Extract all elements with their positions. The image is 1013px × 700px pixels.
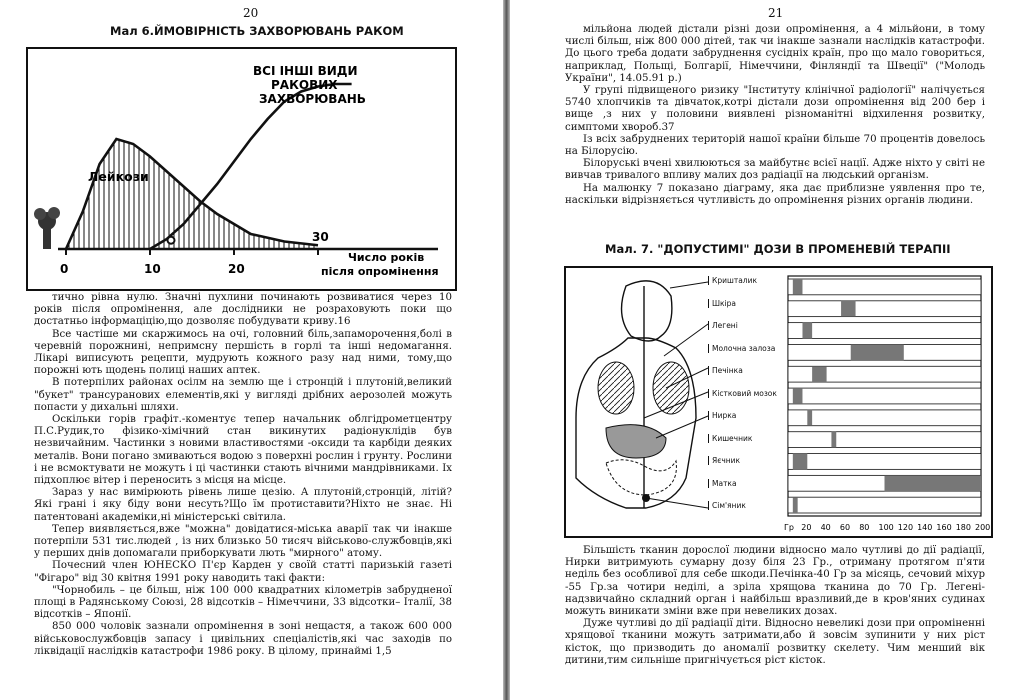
dose-range-bar bbox=[831, 432, 836, 448]
organ-label: Кістковий мозок bbox=[708, 389, 777, 398]
dose-range-bar bbox=[793, 497, 798, 513]
explosion-icon bbox=[34, 207, 60, 249]
paragraph: Більшість тканин дорослої людини відносно мало чутливі до дії радіації, Нирки витримують сумарну дозу біля 23 Гр., отриману протягом п'яти неділь без особливої для себе шкоди.Печінка-40 Гр за місяць, сечовий міхур -55 Гр.за чотири неділі, а зріла хрящова тканина до 70 Гр. Легені-надзвичайно складний орган і найбільш вразливий,де в кров'яних судинах можуть виникати зміни вже при невеликих дозах. bbox=[565, 545, 985, 618]
crossing-marker bbox=[168, 237, 175, 244]
figure-caption: Мал. 7. "ДОПУСТИМІ" ДОЗИ В ПРОМЕНЕВІЙ ТЕРАПІІ bbox=[605, 242, 951, 256]
bar-track bbox=[788, 432, 981, 448]
bar-track bbox=[788, 497, 981, 513]
x-axis-caption-1: Число років bbox=[348, 251, 425, 264]
right-body-text-bottom bbox=[565, 545, 985, 667]
x-tick-label: 180 bbox=[955, 523, 971, 532]
dose-range-bar bbox=[885, 475, 982, 491]
x-tick-label: 20 bbox=[801, 523, 812, 532]
dose-range-bar bbox=[851, 344, 904, 360]
organ-label: Кришталик bbox=[708, 276, 757, 285]
bar-track bbox=[788, 279, 981, 295]
dose-range-bar bbox=[812, 366, 826, 382]
x-tick-label: 0 bbox=[60, 262, 69, 276]
x-tick-label: 40 bbox=[820, 523, 831, 532]
paragraph: 850 000 чоловік зазнали опромінення в зоні нещастя, а також 600 000 військовослужбовців запасу і цивільних спеціалістів,які час заходів по ліквідації наслідків катастрофи 1986 року. В цілому, принаймі 1,5 bbox=[34, 621, 452, 657]
left-body-text bbox=[34, 292, 452, 658]
paragraph: Зараз у нас вимірюють рівень лише цезію. А плутоній,стронцій, літій? Які грані і яку біду вони несуть?Що їм протиставити?Ніхто не знає. Ні патентовані академіки,ні міністерські світила. bbox=[34, 487, 452, 523]
organ-label: Нирка bbox=[708, 411, 736, 420]
organ-label: Сім'яник bbox=[708, 501, 746, 510]
paragraph: "Чорнобиль – це більш, ніж 100 000 квадратних кілометрів забрудненої площі в Радянському Союзі, 28 відсотків – Німеччини, 33 відсотки– Італії, 38 відсотків – Японії. bbox=[34, 584, 452, 621]
paragraph: тично рівна нулю. Значні пухлини починають розвиватися через 10 років після опромінення, але дослідники не розраховують поки що достатньо інформаціцію,що дозволяє побудувати криву.16 bbox=[34, 292, 452, 328]
organ-label: Матка bbox=[708, 479, 737, 488]
x-tick-label: 20 bbox=[228, 262, 245, 276]
other-cancers-label-3: ЗАХВОРЮВАНЬ bbox=[259, 92, 366, 106]
other-cancers-label-1: ВСІ ІНШІ ВИДИ bbox=[253, 64, 358, 78]
paragraph: У групі підвищеного ризику "Інституту клінічної радіології" налічується 5740 хлопчиків та дівчаток,котрі дістали дози опромінення від 200 бер і вище ,з них у половини виявлені різноманітні відхилення розвитку, симптоми хвороб.37 bbox=[565, 85, 985, 133]
paragraph: Тепер виявляється,вже "можна" довідатися-міська аварії так чи інакше потерпіли 531 тис.людей , із них близько 50 тисяч військово-службовців,які у перших днів допомагали приборкувати лють "мирного" атому. bbox=[34, 523, 452, 560]
bar-track bbox=[788, 454, 981, 470]
organ-label: Легені bbox=[708, 321, 738, 330]
x-tick-label: 100 bbox=[878, 523, 894, 532]
right-page bbox=[510, 0, 1013, 700]
dose-range-bar bbox=[807, 410, 812, 426]
x-tick-label: 160 bbox=[936, 523, 952, 532]
paragraph: Все частіше ми скаржимось на очі, головний біль,запаморочення,болі в черевній порожнині, непримсну першість в горлі та інші недомагання. Лікарі виписують рецепти, мудрують кожного разу над ними, тому,що порожні ють щодень полиці наших аптек. bbox=[34, 328, 452, 377]
figure-caption: Мал 6.ЙМОВІРНІСТЬ ЗАХВОРЮВАНЬ РАКОМ bbox=[110, 24, 404, 38]
paragraph: мільйона людей дістали різні дози опромінення, а 4 мільйони, в тому числі більш, ніж 800 000 дітей, так чи інакше зазнали наслідків катастрофи. До цього треба додати забруднення сусідніх країн, про що мало говориться, наприклад, Польщі, Болгарії, Німеччини, Фінляндії та Швеції" ("Молодь України", 14.05.91 р.) bbox=[565, 24, 985, 84]
x-tick-label: 140 bbox=[917, 523, 933, 532]
x-tick-label: 30 bbox=[312, 230, 329, 244]
organ-label: Молочна залоза bbox=[708, 344, 775, 353]
bar-track bbox=[788, 301, 981, 317]
page-number: 21 bbox=[768, 6, 784, 20]
dose-range-bar bbox=[793, 388, 803, 404]
radiation-dose-chart bbox=[564, 266, 993, 538]
dose-range-bar bbox=[793, 279, 803, 295]
x-tick-label: Гр bbox=[784, 523, 794, 532]
organ-label: Кишечник bbox=[708, 434, 752, 443]
paragraph: Почесний член ЮНЕСКО П'єр Карден у своїй статті паризькій газеті "Фігаро" від 30 квітня 1991 року наводить такі факти: bbox=[34, 560, 452, 584]
cancer-probability-chart bbox=[26, 47, 457, 291]
page-number: 20 bbox=[243, 6, 259, 20]
organ-label: Печінка bbox=[708, 366, 743, 375]
x-tick-label: 200 bbox=[975, 523, 991, 532]
paragraph: Дуже чутливі до дії радіації діти. Відносно невеликі дози при опроміненні хрящової тканини можуть затримати,або й зовсім зупинити у них ріст кісток, що призводить до аномалії розвитку скелету. Чим менший вік дитини,тим сильніше пригнічується ріст кісток. bbox=[565, 618, 985, 666]
chart-canvas bbox=[28, 49, 455, 289]
book-spine bbox=[503, 0, 510, 700]
paragraph: Оскільки горів графіт.-коментує тепер начальник облгідрометцентру П.С.Рудик,то фізико-хімічний стан викинутих радіонуклідів був незвичайним. Частинки з новими властивостями -оксиди та карбіди деяких металів. Вони погано змиваються водою з поверхні рослин і грунту. Рослини і не всмоктувати не можуть і ці частинки стають вічними мандрівниками. Іх підхоплює вітер і переносить з місця на місце. bbox=[34, 414, 452, 487]
x-tick-label: 60 bbox=[839, 523, 851, 532]
organ-label: Яєчник bbox=[708, 456, 740, 465]
organ-label: Шкіра bbox=[708, 299, 736, 308]
bar-track bbox=[788, 323, 981, 339]
dose-range-bar bbox=[802, 323, 812, 339]
paragraph: На малюнку 7 показано діаграму, яка дає приблизне уявлення про те, наскільки відрізняється чутливість до опромінення різних органів людини. bbox=[565, 182, 985, 206]
other-cancers-label-2: РАКОВИХ bbox=[271, 78, 338, 92]
x-tick-label: 10 bbox=[144, 262, 161, 276]
bar-track bbox=[788, 388, 981, 404]
paragraph: В потерпілих районах осілм на землю ще і стронцій і плутоній,великий "букет" трансуранових елементів,які у вигляді дрібних аерозолей можуть попасти у дихальні шляхи. bbox=[34, 377, 452, 413]
paragraph: Із всіх забруднених територій нашої країни більше 70 процентів довелось на Білорусію. bbox=[565, 133, 985, 158]
leukemia-label: Лейкози bbox=[88, 169, 149, 184]
x-tick-label: 120 bbox=[897, 523, 914, 532]
right-body-text-top bbox=[565, 24, 985, 207]
bar-track bbox=[788, 410, 981, 426]
x-axis-caption-2: після опромінення bbox=[321, 265, 439, 278]
paragraph: Білоруські вчені хвилюються за майбутнє всієї нації. Адже ніхто у світі не вивчав тривалого впливу малих доз радіації на людський організм. bbox=[565, 158, 985, 182]
left-page bbox=[0, 0, 503, 700]
dose-range-bar bbox=[793, 454, 807, 470]
dose-range-bar bbox=[841, 301, 855, 317]
dose-bars bbox=[566, 268, 991, 536]
x-tick-label: 80 bbox=[859, 523, 870, 532]
